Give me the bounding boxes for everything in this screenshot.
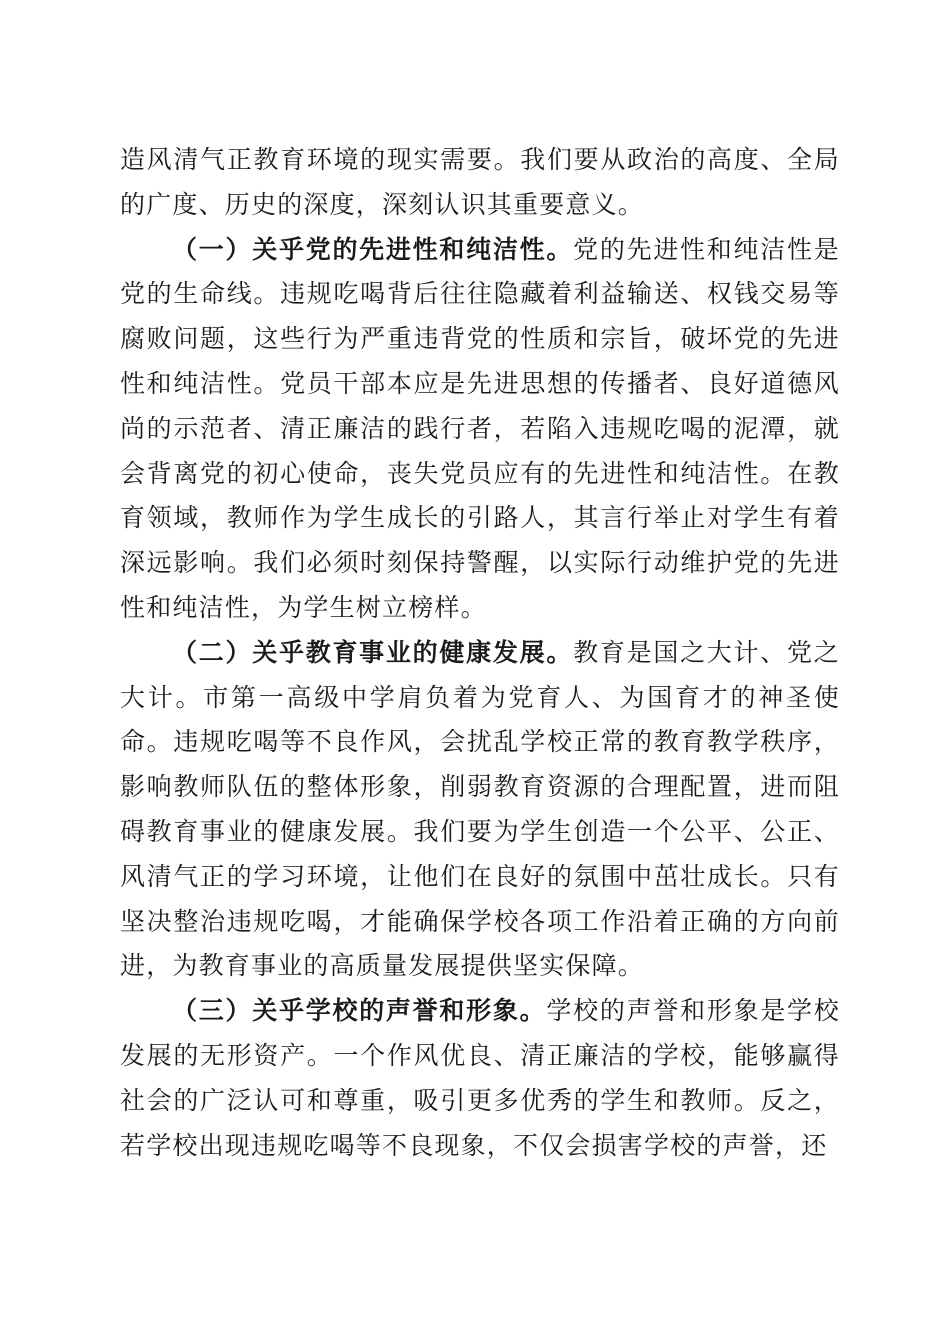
paragraph-text: 学校的声誉和形象是学校发展的无形资产。一个作风优良、清正廉洁的学校，能够赢得社会的广泛认可和尊重，吸引更多优秀的学生和教师。反之，若学校出现违规吃喝等不良现象，不仅会损害学校的声誉，还 bbox=[120, 996, 841, 1160]
paragraph-text: 造风清气正教育环境的现实需要。我们要从政治的高度、全局的广度、历史的深度，深刻认识其重要意义。 bbox=[120, 145, 840, 219]
document-body bbox=[120, 138, 840, 1168]
paragraph-section-3 bbox=[120, 989, 840, 1168]
paragraph-heading: （三）关乎学校的声誉和形象。 bbox=[172, 996, 547, 1026]
paragraph-heading: （二）关乎教育事业的健康发展。 bbox=[172, 637, 574, 667]
paragraph-section-2 bbox=[120, 631, 840, 989]
paragraph-text: 党的先进性和纯洁性是党的生命线。违规吃喝背后往往隐藏着利益输送、权钱交易等腐败问题，这些行为严重违背党的性质和宗旨，破坏党的先进性和纯洁性。党员干部本应是先进思想的传播者、良好道德风尚的示范者、清正廉洁的践行者，若陷入违规吃喝的泥潭，就会背离党的初心使命，丧失党员应有的先进性和纯洁性。在教育领域，教师作为学生成长的引路人，其言行举止对学生有着深远影响。我们必须时刻保持警醒，以实际行动维护党的先进性和纯洁性，为学生树立榜样。 bbox=[120, 234, 840, 622]
paragraph-section-1 bbox=[120, 228, 840, 631]
paragraph-intro bbox=[120, 138, 840, 228]
paragraph-heading: （一）关乎党的先进性和纯洁性。 bbox=[172, 234, 574, 264]
paragraph-text: 教育是国之大计、党之大计。市第一高级中学肩负着为党育人、为国育才的神圣使命。违规吃喝等不良作风，会扰乱学校正常的教育教学秩序，影响教师队伍的整体形象，削弱教育资源的合理配置，进而阻碍教育事业的健康发展。我们要为学生创造一个公平、公正、风清气正的学习环境，让他们在良好的氛围中茁壮成长。只有坚决整治违规吃喝，才能确保学校各项工作沿着正确的方向前进，为教育事业的高质量发展提供坚实保障。 bbox=[120, 637, 840, 981]
